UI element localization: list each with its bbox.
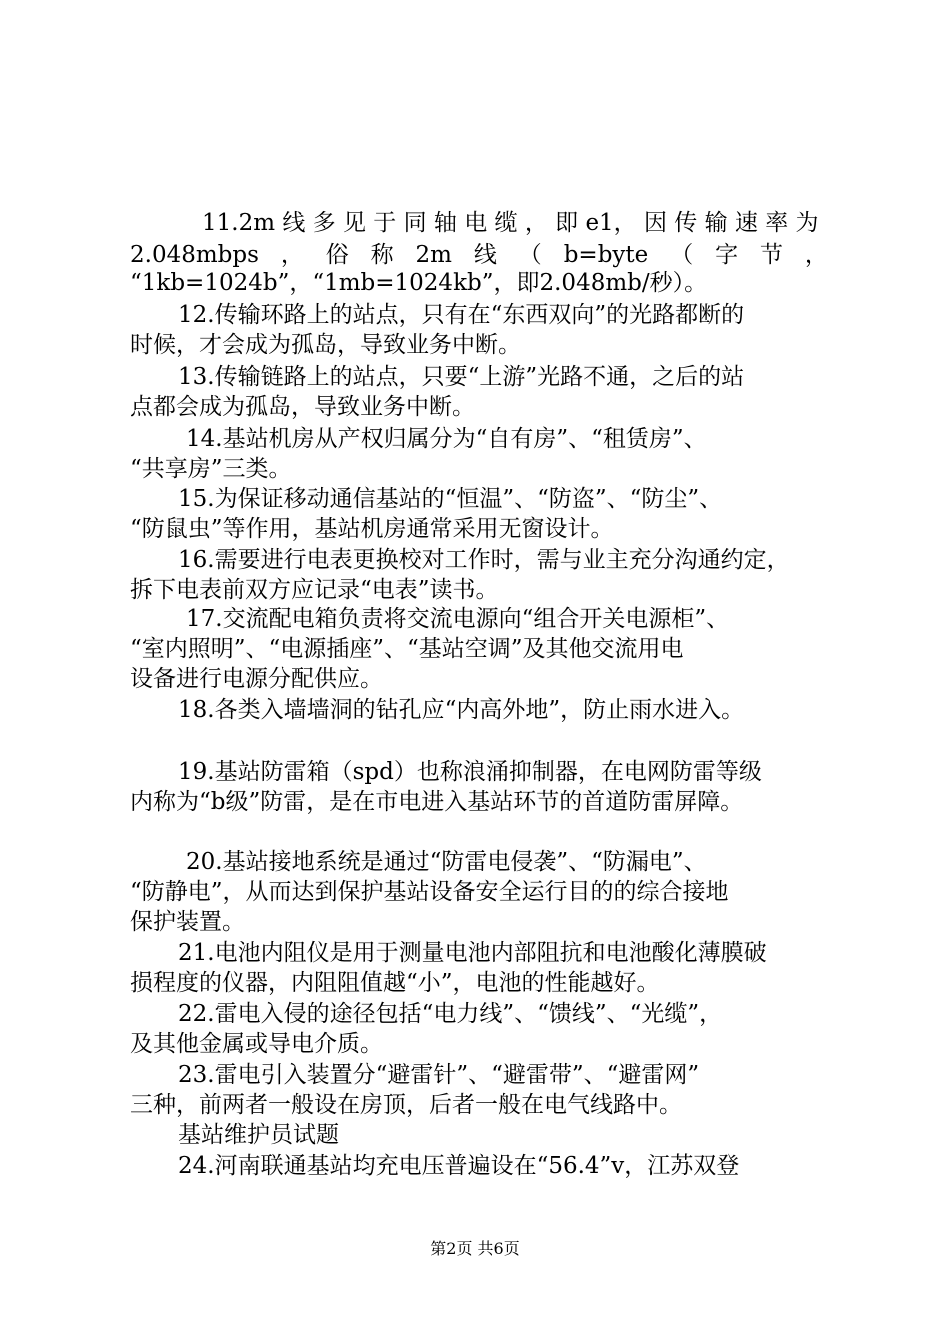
paragraph-19-line-1: 19.基站防雷箱（spd）也称浪涌抑制器，在电网防雷等级: [178, 759, 762, 785]
text-fragment: ，: [804, 242, 828, 268]
text-fragment: （: [518, 242, 542, 268]
text-fragment: ，: [280, 242, 304, 268]
paragraph-22-line-1: 22.雷电入侵的途径包括“电力线”、“馈线”、“光缆”，: [178, 1001, 723, 1027]
paragraph-14-line-2: “共享房”三类。: [130, 456, 292, 482]
paragraph-17-line-3: 设备进行电源分配供应。: [130, 666, 383, 692]
paragraph-22-line-2: 及其他金属或导电介质。: [130, 1031, 383, 1057]
paragraph-15-line-2: “防鼠虫”等作用，基站机房通常采用无窗设计。: [130, 516, 614, 542]
paragraph-23-line-2: 三种，前两者一般设在房顶，后者一般在电气线路中。: [130, 1092, 682, 1118]
text-fragment: 2m: [415, 242, 452, 268]
section-heading: 基站维护员试题: [178, 1122, 339, 1148]
paragraph-12-line-2: 时候，才会成为孤岛，导致业务中断。: [130, 332, 521, 358]
text-fragment: 线: [473, 242, 497, 268]
paragraph-12-line-1: 12.传输环路上的站点，只有在“东西双向”的光路都断的: [178, 302, 745, 328]
paragraph-15-line-1: 15.为保证移动通信基站的“恒温”、“防盗”、“防尘”、: [178, 486, 723, 512]
paragraph-14-line-1: 14.基站机房从产权归属分为“自有房”、“租赁房”、: [186, 426, 707, 452]
paragraph-11-line-3: “1kb=1024b”，“1mb=1024kb”，即2.048mb/秒）。: [130, 270, 708, 296]
paragraph-17-line-2: “室内照明”、“电源插座”、“基站空调”及其他交流用电: [130, 636, 684, 662]
text-fragment: b=byte: [563, 242, 649, 268]
paragraph-18-line-1: 18.各类入墙墙洞的钻孔应“内高外地”，防止雨水进入。: [178, 697, 745, 723]
paragraph-23-line-1: 23.雷电引入装置分“避雷针”、“避雷带”、“避雷网”: [178, 1062, 700, 1088]
paragraph-16-line-2: 拆下电表前双方应记录“电表”读书。: [130, 577, 499, 603]
text-fragment: 节: [760, 242, 783, 268]
paragraph-19-line-2: 内称为“b级”防雷，是在市电进入基站环节的首道防雷屏障。: [130, 789, 744, 815]
page-number-footer: 第2页 共6页: [430, 1239, 520, 1258]
text-fragment: 字: [715, 242, 739, 268]
paragraph-21-line-1: 21.电池内阻仪是用于测量电池内部阻抗和电池酸化薄膜破: [178, 940, 767, 966]
paragraph-16-line-1: 16.需要进行电表更换校对工作时，需与业主充分沟通约定，: [178, 547, 790, 573]
text-fragment: （: [670, 242, 694, 268]
text-fragment: 2.048mbps: [130, 242, 259, 268]
paragraph-13-line-1: 13.传输链路上的站点，只要“上游”光路不通，之后的站: [178, 364, 745, 390]
paragraph-13-line-2: 点都会成为孤岛，导致业务中断。: [130, 394, 475, 420]
paragraph-11-line-1: 11.2m 线 多 见 于 同 轴 电 缆 ， 即 e1， 因 传 输 速 率 为: [202, 210, 819, 236]
paragraph-24-line-1: 24.河南联通基站均充电压普遍设在“56.4”v，江苏双登: [178, 1153, 740, 1179]
paragraph-21-line-2: 损程度的仪器，内阻阻值越“小”，电池的性能越好。: [130, 970, 660, 996]
paragraph-17-line-1: 17.交流配电箱负责将交流电源向“组合开关电源柜”、: [186, 606, 730, 632]
paragraph-20-line-3: 保护装置。: [130, 909, 245, 935]
paragraph-20-line-2: “防静电”，从而达到保护基站设备安全运行目的的综合接地: [130, 879, 729, 905]
paragraph-20-line-1: 20.基站接地系统是通过“防雷电侵袭”、“防漏电”、: [186, 849, 707, 875]
paragraph-11-line-2: [130, 240, 828, 270]
text-fragment: 称: [370, 242, 394, 268]
text-fragment: 俗: [325, 242, 349, 268]
